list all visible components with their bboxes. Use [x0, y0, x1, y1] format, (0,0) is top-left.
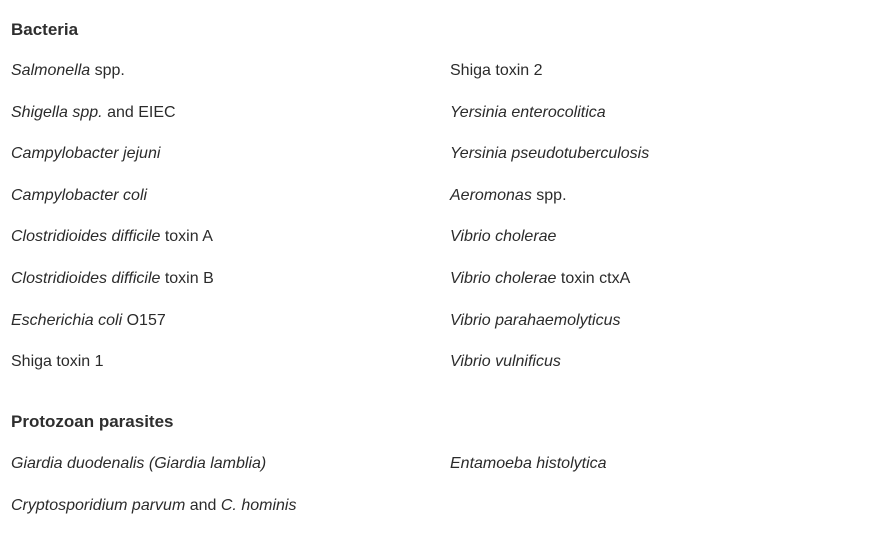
list-item — [450, 144, 649, 186]
organism-name: Vibrio cholerae — [450, 269, 557, 287]
list-item — [450, 269, 649, 311]
organism-name: Campylobacter jejuni — [11, 145, 161, 163]
organism-name: Aeromonas — [450, 186, 532, 204]
list-item — [11, 144, 214, 186]
list-item — [11, 269, 214, 311]
item-text: toxin ctxA — [556, 269, 631, 287]
list-item — [450, 61, 649, 103]
organism-name: Salmonella — [11, 62, 91, 79]
organism-name: Vibrio parahaemolyticus — [450, 311, 621, 329]
list-item — [11, 352, 214, 394]
list-item — [11, 496, 296, 537]
bacteria-list-left — [11, 61, 214, 394]
list-item — [450, 103, 649, 145]
organism-name: Clostridioides difficile — [11, 228, 161, 246]
list-item — [450, 454, 607, 496]
list-item — [11, 61, 214, 103]
organism-name: Campylobacter coli — [11, 186, 148, 204]
item-text: toxin A — [160, 228, 213, 246]
item-text: and — [185, 496, 221, 514]
organism-name: Escherichia coli — [11, 311, 123, 329]
item-text: Shiga toxin 1 — [11, 353, 104, 371]
organism-name: Giardia duodenalis (Giardia lamblia) — [11, 455, 267, 472]
protozoa-list-right — [450, 454, 607, 496]
organism-name: Yersinia enterocolitica — [450, 103, 606, 121]
organism-name: Clostridioides difficile — [11, 269, 161, 287]
organism-name: C. hominis — [220, 496, 297, 514]
section-title-protozoan-parasites: Protozoan parasites — [11, 412, 174, 431]
list-item — [450, 311, 649, 353]
organism-name: Shigella spp. — [11, 103, 103, 121]
item-text: spp. — [531, 186, 567, 204]
organism-name: Entamoeba histolytica — [450, 455, 607, 472]
section-title-bacteria: Bacteria — [11, 20, 79, 39]
list-item — [450, 227, 649, 269]
organism-name: Cryptosporidium parvum — [11, 496, 186, 514]
item-text: and EIEC — [102, 103, 176, 121]
organism-name: Yersinia pseudotuberculosis — [450, 145, 650, 163]
protozoa-list-left — [11, 454, 296, 537]
list-item — [11, 103, 214, 145]
list-item — [11, 227, 214, 269]
list-item — [450, 352, 649, 394]
item-text: O157 — [122, 311, 166, 329]
list-item — [11, 186, 214, 228]
organism-name: Vibrio vulnificus — [450, 353, 561, 371]
list-item — [11, 454, 296, 496]
item-text: toxin B — [160, 269, 214, 287]
item-text: Shiga toxin 2 — [450, 62, 543, 79]
bacteria-list-right — [450, 61, 649, 394]
list-item — [11, 311, 214, 353]
list-item — [450, 186, 649, 228]
item-text: spp. — [90, 62, 125, 79]
organism-name: Vibrio cholerae — [450, 228, 557, 246]
